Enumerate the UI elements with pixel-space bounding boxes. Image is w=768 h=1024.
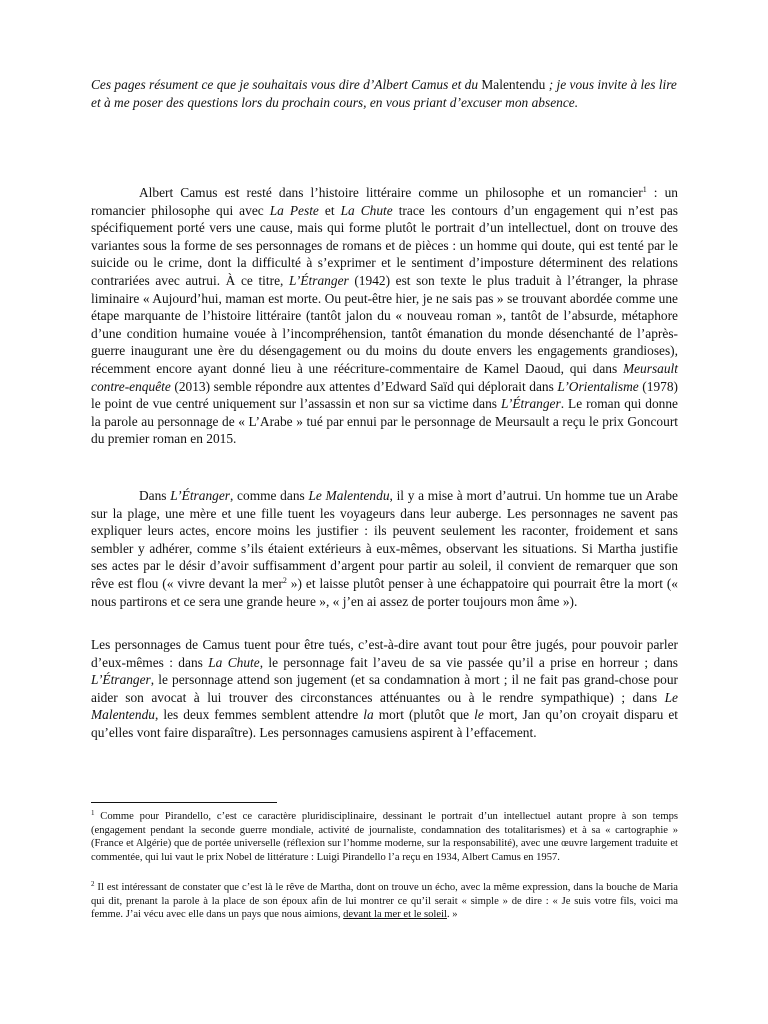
p1-title-letranger-2: L’Étranger [500, 396, 561, 412]
p2-text-3: , il y a mise à mort d’autrui. Un homme tue un Arabe sur la plage, une mère et une fille tuent les voyageurs dans leur auberge. Les personnages ne savent pas expliquer leurs actes, encore moins les justifier : ils peuvent seulement les raconter, froidement et sans sembler y adhérer, comme s’ils étaient extérieurs à eux-mêmes, observant les situations. Si Martha justifie ses actes par le désir d’avoir suffisamment d’argent pour partir au soleil, il convient de remarquer que son rêve est flou (« vivre devant la mer [91, 488, 678, 591]
footnote-1-number: 1 [91, 809, 95, 817]
p3-text-5: mort (plutôt que [373, 707, 475, 723]
p1-text-7: (1978) le point de vue centré uniquement sur l’assassin et non sur sa victime dans [91, 378, 678, 412]
p1-title-letranger: L’Étranger [288, 272, 349, 288]
footnote-ref-1[interactable]: 1 [642, 185, 647, 194]
p1-text-4: trace les contours d’un engagement qui n’est pas spécifiquement porté vers une cause, mais qui forme plutôt le portrait d’un intellectuel, dont on trouve des variantes sous la forme de ses personnages de romans et de pièces : un homme qui doute, qui est tenté par le suicide ou le crime, dont la difficulté à s’exprimer et le sentiment d’imposture déterminent des relations contrariées avec autrui. À ce titre, [91, 202, 678, 288]
p3-italic-le: le [474, 707, 484, 723]
p2-title-letranger: L’Étranger [170, 488, 230, 503]
footnote-2-underlined: devant la mer et le soleil [343, 909, 447, 921]
paragraph-2 [91, 487, 678, 610]
p2-text-4: ») et laisse plutôt penser à une échappatoire qui pourrait être la mort (« nous partirons et ce sera une grande heure », « j’en ai assez de porter toujours mon âme »). [91, 575, 679, 609]
p3-text-3: , le personnage attend son jugement (et sa condamnation à mort ; il ne fait pas grand-chose pour aider son avocat à lui trouver des circonstances atténuantes ou à le rendre sympathique) ; dans [91, 672, 678, 705]
footnote-2-text: Il est intéressant de constater que c’est là le rêve de Martha, dont on trouve un écho, avec la même expression, dans la bouche de Maria qui dit, prenant la parole à la place de son époux afin de lui montrer ce qu’il serait « simple » de dire : « Je suis votre fils, voici ma femme. J’ai vécu avec elle dans un pays que nous aimions, [91, 882, 678, 921]
p1-title-meursault: Meursault contre-enquête [91, 360, 678, 394]
p1-title-la-chute: La Chute [340, 202, 393, 218]
p3-text-2: , le personnage fait l’aveu de sa vie passée qu’il a prise en horreur ; dans [259, 654, 678, 670]
p1-text-2: : un romancier philosophe qui avec [91, 185, 678, 218]
p3-title-malentendu: Le Malentendu [91, 689, 678, 723]
footnote-2-end: . » [446, 909, 458, 921]
p3-text-6: mort, Jan qu’on croyait disparu et qu’elles vont faire disparaître). Les personnages camusiens aspirent à l’effacement. [91, 707, 678, 740]
paragraph-1 [91, 184, 678, 448]
p1-text-5: (1942) est son texte le plus traduit à l’étranger, la phrase liminaire « Aujourd’hui, maman est morte. Ou peut-être hier, je ne sais pas » se trouvant abordée comme une étape marquante de l’histoire littéraire (tantôt jalon du « nouveau roman », tantôt de l’absurde, métaphore d’une condition humaine vouée à l’incompréhension, tantôt émanation du monde désenchanté de l’après-guerre inaugurant une ère du désengagement ou du moins du doute envers les engagements grandioses), récemment encore ayant donné lieu à une réécriture-commentaire de Kamel Daoud, qui dans [91, 272, 678, 376]
footnote-2-number: 2 [91, 880, 95, 888]
p3-title-letranger: L’Étranger [91, 672, 151, 688]
p3-text-4: , les deux femmes semblent attendre [154, 707, 364, 723]
intro-note [91, 76, 678, 111]
p1-text-8: . Le roman qui donne la parole au personnage de « L’Arabe » tué par ennui par le personnage de Meursault a reçu le prix Goncourt du premier roman en 2015. [91, 396, 679, 447]
p2-text-2: , comme dans [230, 488, 309, 503]
p1-text-1: Albert Camus est resté dans l’histoire littéraire comme un philosophe et un romancier [139, 185, 643, 200]
p1-text-6: (2013) semble répondre aux attentes d’Edward Saïd qui déplorait dans [170, 378, 558, 394]
p2-text-1: Dans [139, 488, 171, 503]
footnote-1 [91, 810, 678, 864]
p1-title-la-peste: La Peste [269, 202, 319, 218]
p2-title-malentendu: Le Malentendu [308, 488, 390, 503]
p3-text-1: Les personnages de Camus tuent pour être tués, c’est-à-dire avant tout pour être jugés, pour pouvoir parler d’eux-mêmes : dans [91, 637, 678, 670]
footnote-1-text: Comme pour Pirandello, c’est ce caractère pluridisciplinaire, dessinant le portrait d’un intellectuel autant propre à son temps (engagement pendant la seconde guerre mondiale, activité de journaliste, condamnation des totalitarismes) et à sa « cartographie » (France et Algérie) que de portée universelle (réflexion sur l’homme moderne, sur la responsabilité), avec une œuvre largement traduite et commentée, qui lui vaut le prix Nobel de littérature : Luigi Pirandello l’a reçu en 1934, Albert Camus en 1957. [91, 811, 678, 863]
intro-text-a: Ces pages résument ce que je souhaitais vous dire d’Albert Camus et du [91, 77, 482, 92]
footnote-ref-2[interactable]: 2 [282, 575, 287, 585]
p3-italic-la: la [363, 707, 374, 723]
p1-title-orientalisme: L’Orientalisme [557, 378, 639, 394]
intro-text-b: ; je vous invite à les lire et à me poser des questions lors du prochain cours, en vous priant d’excuser mon absence. [91, 77, 677, 110]
p1-text-3: et [318, 202, 341, 218]
footnote-separator [91, 802, 277, 803]
footnote-2 [91, 881, 678, 922]
p3-title-la-chute: La Chute [208, 654, 260, 670]
intro-title-malentendu: Malentendu [481, 77, 546, 92]
paragraph-3 [91, 636, 678, 742]
